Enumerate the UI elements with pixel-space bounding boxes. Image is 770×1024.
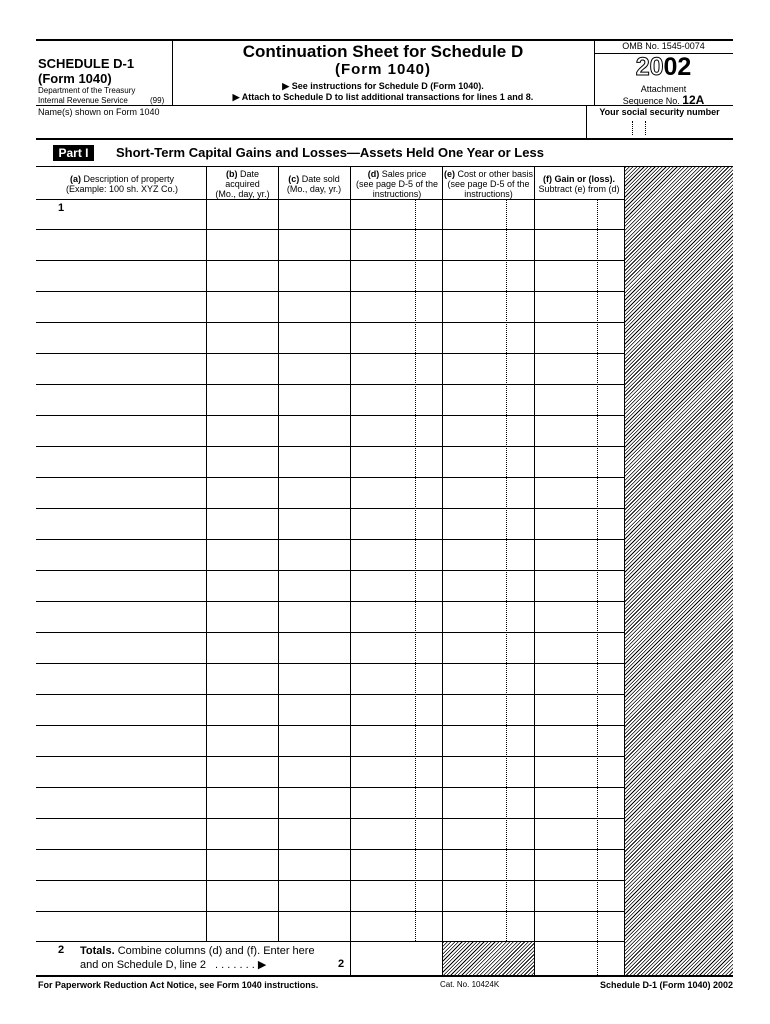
footer-form-ref: Schedule D-1 (Form 1040) 2002 [599,980,733,990]
attachment-label: Attachment [640,84,687,94]
totals-dots: . . . . . . . ▶ [215,959,267,971]
tax-year [594,54,733,81]
column-b-line2: acquired [225,179,260,189]
ssn-field[interactable] [588,119,731,135]
column-d-letter: (d) [367,169,380,179]
totals-text: Combine columns (d) and (f). Enter here [114,945,315,957]
column-d-line2: (see page D-5 of the [355,179,439,189]
form-title-line1: Continuation Sheet for Schedule D [242,42,524,61]
dept-line2: Internal Revenue Service [38,96,128,105]
names-label: Name(s) shown on Form 1040 [38,107,160,117]
column-f-line2: Subtract (e) from (d) [538,184,620,194]
instruction-line2: ▶ Attach to Schedule D to list additional transactions for lines 1 and 8. [232,92,534,102]
omb-number: OMB No. 1545-0074 [622,41,705,51]
totals-line2: and on Schedule D, line 2 [80,959,206,971]
form-title-line2: (Form 1040) [334,61,432,78]
column-a-example: (Example: 100 sh. XYZ Co.) [65,184,179,194]
column-b-letter: (b) [225,169,238,179]
column-d-text: Sales price [379,169,427,179]
column-b-header [207,169,278,199]
column-f-header [534,174,624,194]
column-e-letter: (e) [443,169,455,179]
form-sub: (Form 1040) [38,71,112,86]
column-b-line3: (Mo., day, yr.) [215,189,270,199]
tax-year-outline: 20 [635,53,664,81]
dept-code: (99) [150,96,165,105]
totals-ref-2: 2 [338,958,345,970]
column-a-text: Description of property [80,174,175,184]
ssn-label: Your social security number [599,107,720,117]
sequence-number: 12A [682,93,705,107]
right-hatched-margin [625,167,733,975]
dept-line1: Department of the Treasury [38,86,136,95]
column-c-header [279,174,349,194]
form-id: SCHEDULE D-1 [38,56,135,71]
column-e-text: Cost or other basis [454,169,534,179]
totals-f-field[interactable] [536,944,623,973]
column-a-letter: (a) [69,174,81,184]
part-title: Short-Term Capital Gains and Losses—Assets Held One Year or Less [116,145,544,160]
column-c-text: Date sold [299,174,340,184]
column-e-line2: (see page D-5 of the [447,179,530,189]
column-c-line2: (Mo., day, yr.) [286,184,342,194]
totals-line-number: 2 [58,944,65,956]
column-d-header [351,169,443,199]
footer-notice: For Paperwork Reduction Act Notice, see Form 1040 instructions. [38,980,319,990]
column-c-letter: (c) [288,174,300,184]
column-d-line3: instructions) [372,189,422,199]
totals-d-field[interactable] [352,944,440,973]
column-e-line3: instructions) [464,189,513,199]
totals-hatched-e [443,942,534,975]
instruction-line1: ▶ See instructions for Schedule D (Form 1040). [282,81,484,91]
column-e-header [443,169,534,199]
sequence-label: Sequence No. [622,96,680,106]
totals-bold: Totals. [80,945,115,957]
part-label: Part I [53,145,94,161]
column-b-text: Date [237,169,259,179]
tax-year-solid: 02 [663,53,692,81]
column-f-title: (f) Gain or (loss). [543,174,615,184]
footer-cat-number: Cat. No. 10424K [440,980,500,989]
column-a-header [38,174,206,194]
totals-description [80,944,315,972]
name-field[interactable] [38,118,578,134]
line-1-number: 1 [58,202,65,214]
